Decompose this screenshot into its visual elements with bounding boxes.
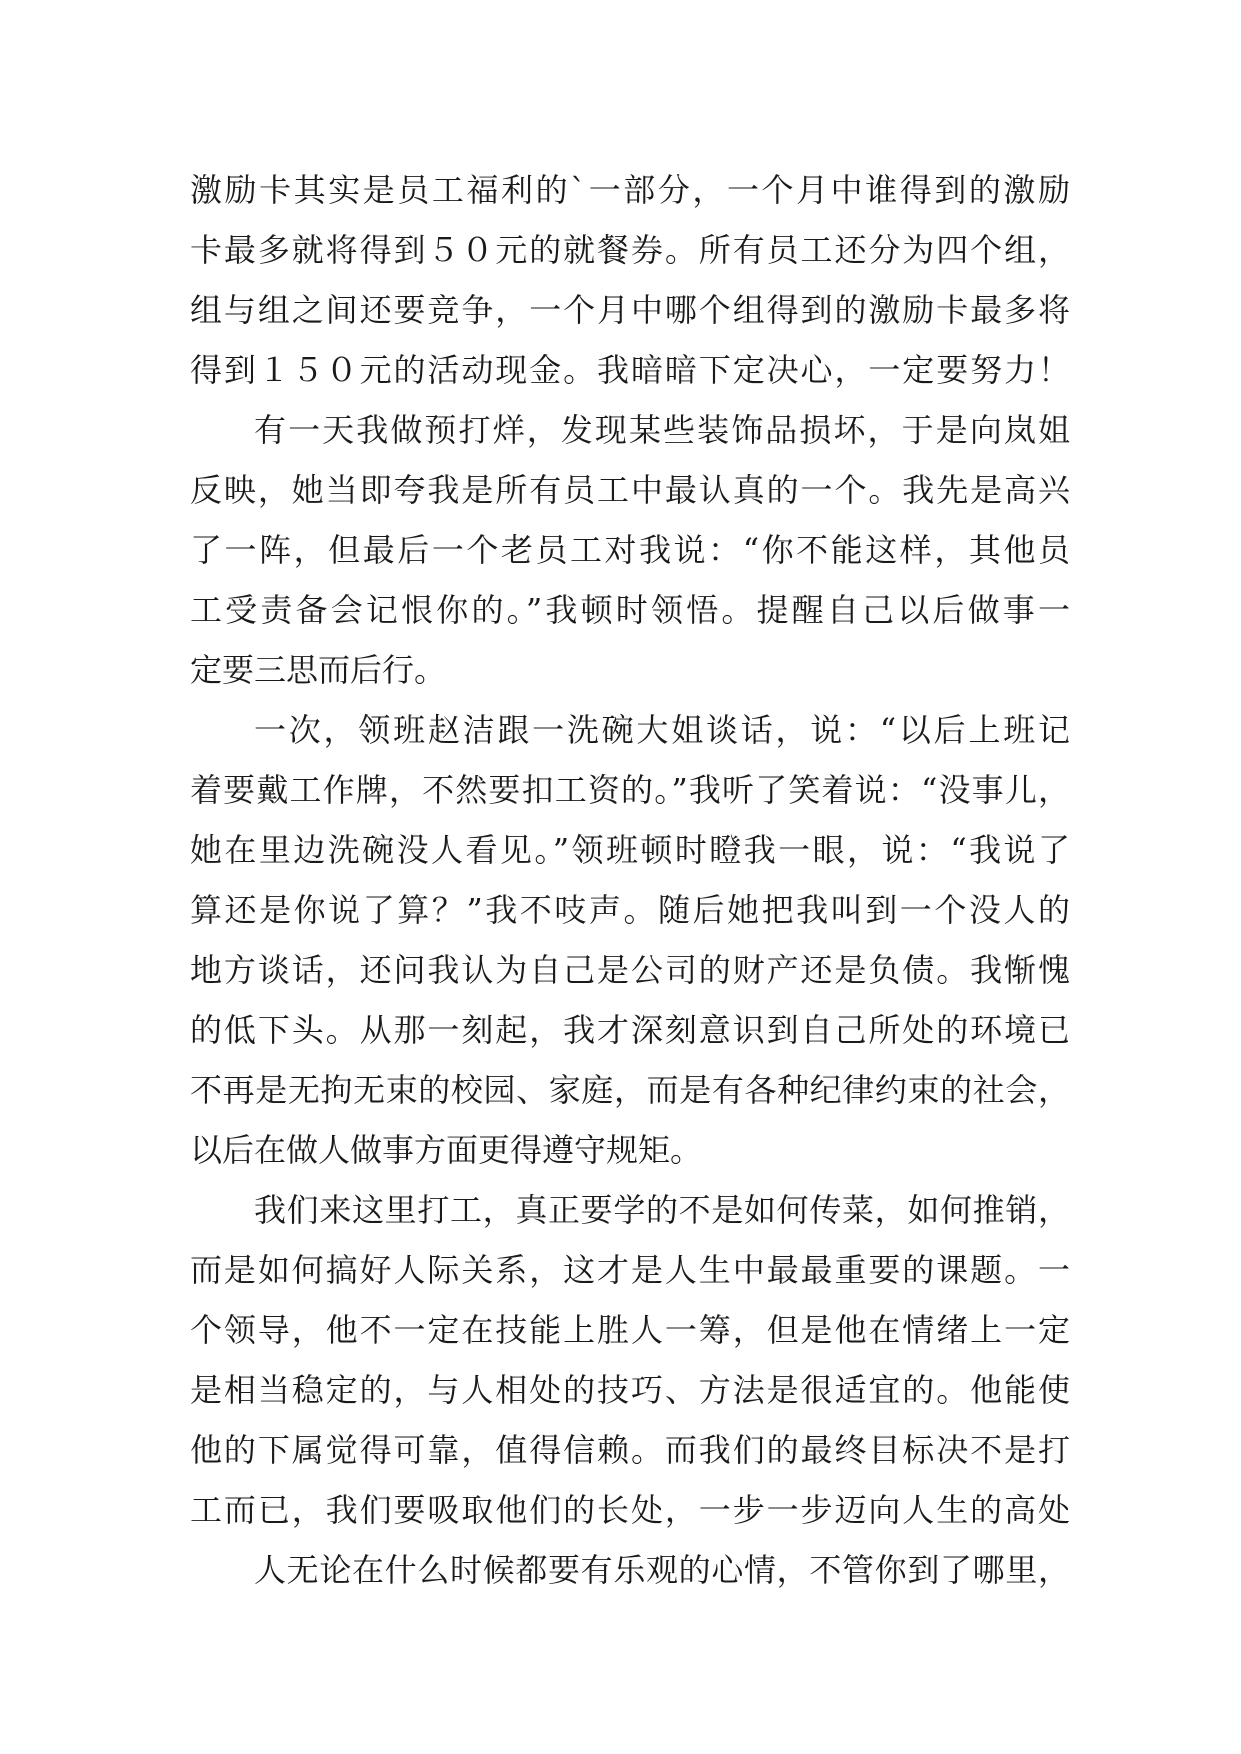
- text-line: 他的下属觉得可靠，值得信赖。而我们的最终目标决不是打: [190, 1431, 1070, 1469]
- text-line: 工而已，我们要吸取他们的长处，一步一步迈向人生的高处: [190, 1491, 1070, 1529]
- text-line: 地方谈话，还问我认为自己是公司的财产还是负债。我惭愧: [190, 951, 1070, 989]
- text-line: 她在里边洗碗没人看见。”领班顿时瞪我一眼，说：“我说了: [190, 831, 1070, 869]
- text-line: 不再是无拘无束的校园、家庭，而是有各种纪律约束的社会，: [190, 1071, 1070, 1109]
- text-line: 人无论在什么时候都要有乐观的心情，不管你到了哪里，: [254, 1551, 1070, 1589]
- text-line: 我们来这里打工，真正要学的不是如何传菜，如何推销，: [254, 1191, 1070, 1229]
- paragraph-1: [190, 160, 1070, 400]
- paragraph-2: [190, 400, 1070, 700]
- paragraph-3: [190, 700, 1070, 1180]
- text-line: 了一阵，但最后一个老员工对我说：“你不能这样，其他员: [190, 531, 1070, 569]
- text-line: 组与组之间还要竞争，一个月中哪个组得到的激励卡最多将: [190, 291, 1070, 329]
- text-line: 的低下头。从那一刻起，我才深刻意识到自己所处的环境已: [190, 1011, 1070, 1049]
- text-line: 激励卡其实是员工福利的`一部分，一个月中谁得到的激励: [190, 171, 1070, 209]
- text-line: 卡最多就将得到５０元的就餐券。所有员工还分为四个组，: [190, 231, 1070, 269]
- text-line: 以后在做人做事方面更得遵守规矩。: [190, 1131, 703, 1169]
- document-body: [190, 160, 1070, 1600]
- text-line: 一次，领班赵洁跟一洗碗大姐谈话，说：“以后上班记: [254, 711, 1070, 749]
- text-line: 定要三思而后行。: [190, 651, 447, 689]
- text-line: 着要戴工作牌，不然要扣工资的。”我听了笑着说：“没事儿，: [190, 771, 1070, 809]
- paragraph-4: [190, 1180, 1070, 1540]
- paragraph-5: [190, 1540, 1070, 1600]
- text-line: 算还是你说了算？”我不吱声。随后她把我叫到一个没人的: [190, 891, 1070, 929]
- text-line: 得到１５０元的活动现金。我暗暗下定决心，一定要努力！: [190, 351, 1070, 389]
- text-line: 个领导，他不一定在技能上胜人一筹，但是他在情绪上一定: [190, 1311, 1070, 1349]
- text-line: 反映，她当即夸我是所有员工中最认真的一个。我先是高兴: [190, 471, 1070, 509]
- text-line: 工受责备会记恨你的。”我顿时领悟。提醒自己以后做事一: [190, 591, 1070, 629]
- text-line: 有一天我做预打烊，发现某些装饰品损坏，于是向岚姐: [254, 411, 1070, 449]
- text-line: 是相当稳定的，与人相处的技巧、方法是很适宜的。他能使: [190, 1371, 1070, 1409]
- text-line: 而是如何搞好人际关系，这才是人生中最最重要的课题。一: [190, 1251, 1070, 1289]
